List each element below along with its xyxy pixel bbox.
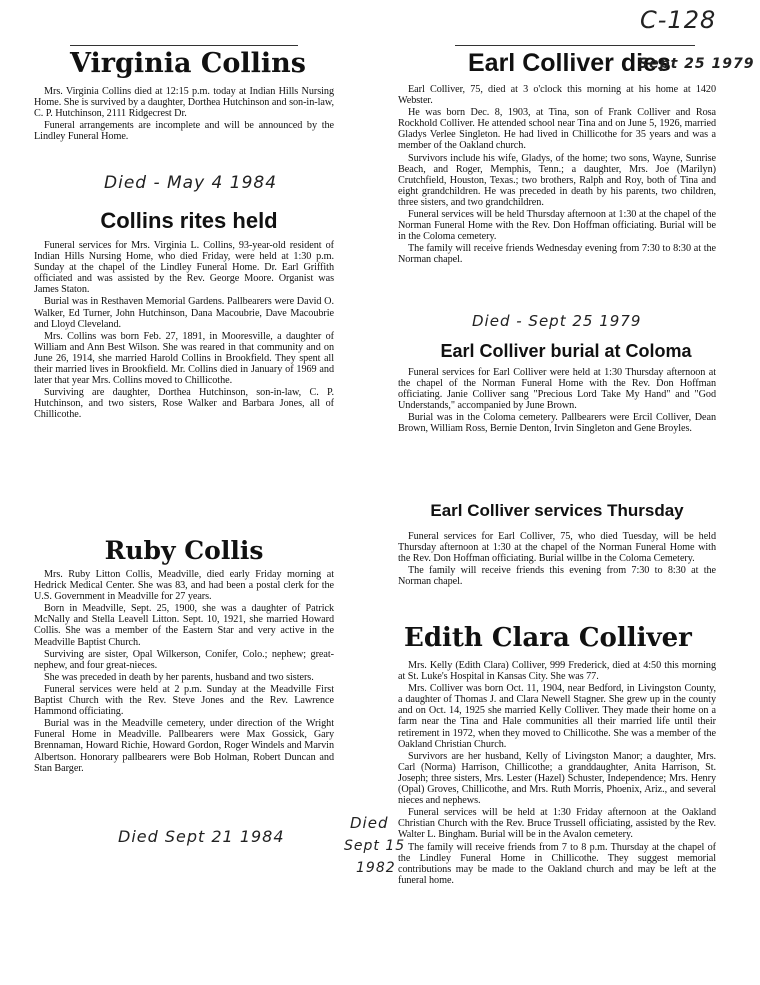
virginia-obituary	[34, 46, 334, 158]
ruby-paragraph: Born in Meadville, Sept. 25, 1900, she was a daughter of Patrick McNally and Stella Leavell Litton. Sept. 10, 1921, she married Howard Collis. She was a member of the Eastern Star and very active in the Meadville Baptist Church.	[34, 603, 334, 648]
edith-date-note-line1: Died	[350, 814, 389, 832]
edith-paragraph: The family will receive friends from 7 to 8 p.m. Thursday at the chapel of the Lindley Funeral Home in Chillicothe. They suggest memorial contributions may be made to the Oakland church and may be left at the funeral home.	[398, 841, 716, 886]
edith-paragraph: Mrs. Colliver was born Oct. 11, 1904, near Bedford, in Livingston County, a daughter of Thomas J. and Clara Newell Stagner. She grew up in the county and on Oct. 14, 1925 she married Kelly Colliver. They made their home on a farm near the Tina and Hale communities all their married life until their retirement in 1972, when they moved to Chillicothe. She was a member of the Oakland Christian Church.	[398, 683, 716, 750]
earl-services-headline: Earl Colliver services Thursday	[430, 501, 684, 520]
collins-rites-headline: Collins rites held	[100, 208, 278, 233]
earl-dies-paragraph: Funeral services will be held Thursday afternoon at 1:30 at the chapel of the Norman Funeral Home with the Rev. Don Hoffman officiating. Burial will be in the Coloma cemetery.	[398, 209, 716, 243]
edith-date-note-line3: 1982	[356, 860, 396, 876]
earl-dies-paragraph: The family will receive friends Wednesday evening from 7:30 to 8:30 at the Norman chapel.	[398, 243, 716, 266]
collins-rites-paragraph: Burial was in Resthaven Memorial Gardens. Pallbearers were David O. Walker, Ed Turner, John Hutchinson, Dana Macoubrie, Dave Macoubrie and Lloyd Cleveland.	[34, 296, 334, 330]
edith-headline: Edith Clara Colliver	[404, 623, 692, 653]
collins-rites-article	[34, 206, 334, 468]
page-label: C-128	[640, 6, 717, 34]
earl-burial-paragraph: Burial was in the Coloma cemetery. Pallbearers were Ercil Colliver, Dean Brown, William Ross, Bernie Denton, Irvin Singleton and Gene Broyles.	[398, 412, 716, 435]
edith-paragraph: Funeral services will be held at 1:30 Friday afternoon at the Oakland Christian Church with the Rev. Bruce Trussell officiating, assisted by the Rev. Walter L. Bingham. Burial will be in the Avalon cemetery.	[398, 807, 716, 841]
ruby-paragraph: She was preceded in death by her parents, husband and two sisters.	[44, 671, 314, 683]
virginia-headline: Virginia Collins	[70, 48, 306, 79]
earl-services-article	[398, 497, 716, 609]
edith-obituary	[398, 618, 716, 946]
ruby-paragraph: Mrs. Ruby Litton Collis, Meadville, died early Friday morning at Hedrick Medical Center. She was 83, and had been a postal clerk for the U.S. Government in Meadville for 27 years.	[34, 569, 334, 603]
ruby-paragraph: Burial was in the Meadville cemetery, under direction of the Wright Funeral Home in Meadville. Pallbearers were Max Gossick, Gary Brennaman, Howard Richie, Howard Gordon, Roger Windels and Marvin Albertson. Honorary pallbearers were Bob Holman, Robert Duncan and Stan Barger.	[34, 718, 334, 774]
collins-rites-paragraph: Mrs. Collins was born Feb. 27, 1891, in Mooresville, a daughter of William and Ann Best Wilson. She was reared in that community and on June 26, 1914, she married Harold Collins in Brookfield. They spent all their married lives in Brookfield. Mr. Collins died in January of 1969 and later that year Mrs. Collins moved to Chillicothe.	[34, 330, 334, 387]
virginia-date-note: Died - May 4 1984	[104, 173, 278, 193]
collins-rites-paragraph: Surviving are daughter, Dorthea Hutchinson, son-in-law, C. P. Hutchinson, and two sisters, Rose Walker and Barbara Jones, all of Chillicothe.	[34, 387, 334, 421]
earl-dies-handwritten-date: Sept 25 1979	[638, 56, 755, 72]
earl-dies-paragraph: He was born Dec. 8, 1903, at Tina, son of Frank Colliver and Rosa Rockhold Colliver. He attended school near Tina and on June 5, 1926, married Gladys Verlee Singleton. He had lived in Chillicothe for 35 years and was a member of the Oakland church.	[398, 107, 716, 152]
ruby-paragraph: Surviving are sister, Opal Wilkerson, Conifer, Colo.; nephew; great-nephew, and four great-nieces.	[34, 648, 334, 671]
ruby-headline: Ruby Collis	[104, 536, 264, 565]
collins-rites-paragraph: Funeral services for Mrs. Virginia L. Collins, 93-year-old resident of Indian Hills Nursing Home, who died Friday, were held at 1:30 p.m. Sunday at the chapel of the Lindley Funeral Home. Dr. Earl Griffith officiated and was assisted by the Rev. George Moore. Organist was James Staton.	[34, 240, 334, 296]
earl-dies-headline: Earl Colliver dies	[468, 49, 671, 77]
virginia-paragraph: Mrs. Virginia Collins died at 12:15 p.m. today at Indian Hills Nursing Home. She is survived by a daughter, Dorthea Hutchinson and son-in-law, C. P. Hutchinson, 2111 Ridgecrest Dr.	[34, 86, 334, 120]
earl-date-note: Died - Sept 25 1979	[472, 312, 642, 330]
earl-burial-headline: Earl Colliver burial at Coloma	[440, 341, 692, 361]
earl-services-paragraph: The family will receive friends this evening from 7:30 to 8:30 at the Norman chapel.	[398, 565, 716, 588]
earl-burial-paragraph: Funeral services for Earl Colliver were held at 1:30 Thursday afternoon at the chapel of the Norman Funeral Home with the Rev. Don Hoffman officiating. Janie Colliver sang "Precious Lord Take My Hand" and "God Understands," accompanied by June Brown.	[398, 367, 716, 412]
ruby-date-note: Died Sept 21 1984	[118, 827, 285, 846]
earl-dies-paragraph: Earl Colliver, 75, died at 3 o'clock this morning at his home at 1420 Webster.	[398, 84, 716, 107]
earl-burial-article	[398, 338, 716, 460]
earl-dies-obituary	[398, 46, 755, 304]
ruby-obituary	[34, 535, 334, 827]
virginia-paragraph: Funeral arrangements are incomplete and will be announced by the Lindley Funeral Home.	[34, 120, 334, 143]
ruby-paragraph: Funeral services were held at 2 p.m. Sunday at the Meadville First Baptist Church with the Rev. Steve Jones and the Rev. Lawrence Hammond officiating.	[34, 683, 334, 718]
edith-paragraph: Survivors are her husband, Kelly of Livingston Manor; a daughter, Mrs. Carl (Norma) Harrison, Chillicothe; a granddaughter, Anita Harrison, St. Joseph; three sisters, Mrs. Lester (Hazel) Schuster, Independence; Mrs. Henry (Opal) Groves, Chillicothe, and Mrs. Ruth Morris, Phoenix, Ariz., and several nieces and nephews.	[398, 750, 716, 807]
edith-paragraph: Mrs. Kelly (Edith Clara) Colliver, 999 Frederick, died at 4:50 this morning at St. Luke's Hospital in Kansas City. She was 77.	[398, 660, 716, 683]
earl-services-paragraph: Funeral services for Earl Colliver, 75, who died Tuesday, will be held Thursday afternoon at 1:30 at the chapel of the Norman Funeral Home with the Rev. Don Hoffman officiating. Burial willbe in the Coloma Cemetery.	[398, 531, 716, 565]
earl-dies-paragraph: Survivors include his wife, Gladys, of the home; two sons, Wayne, Sunrise Beach, and Roger, Memphis, Tenn.; a daughter, Mrs. Joe (Marilyn) Crutchfield, Houston, Texas.; two brothers, Ralph and Roy, both of Tina and eight grandchildren. He was preceded in death by his parents, two children, three sisters, and two grandchildren.	[398, 152, 716, 208]
edith-date-note-line2: Sept 15	[344, 838, 406, 854]
